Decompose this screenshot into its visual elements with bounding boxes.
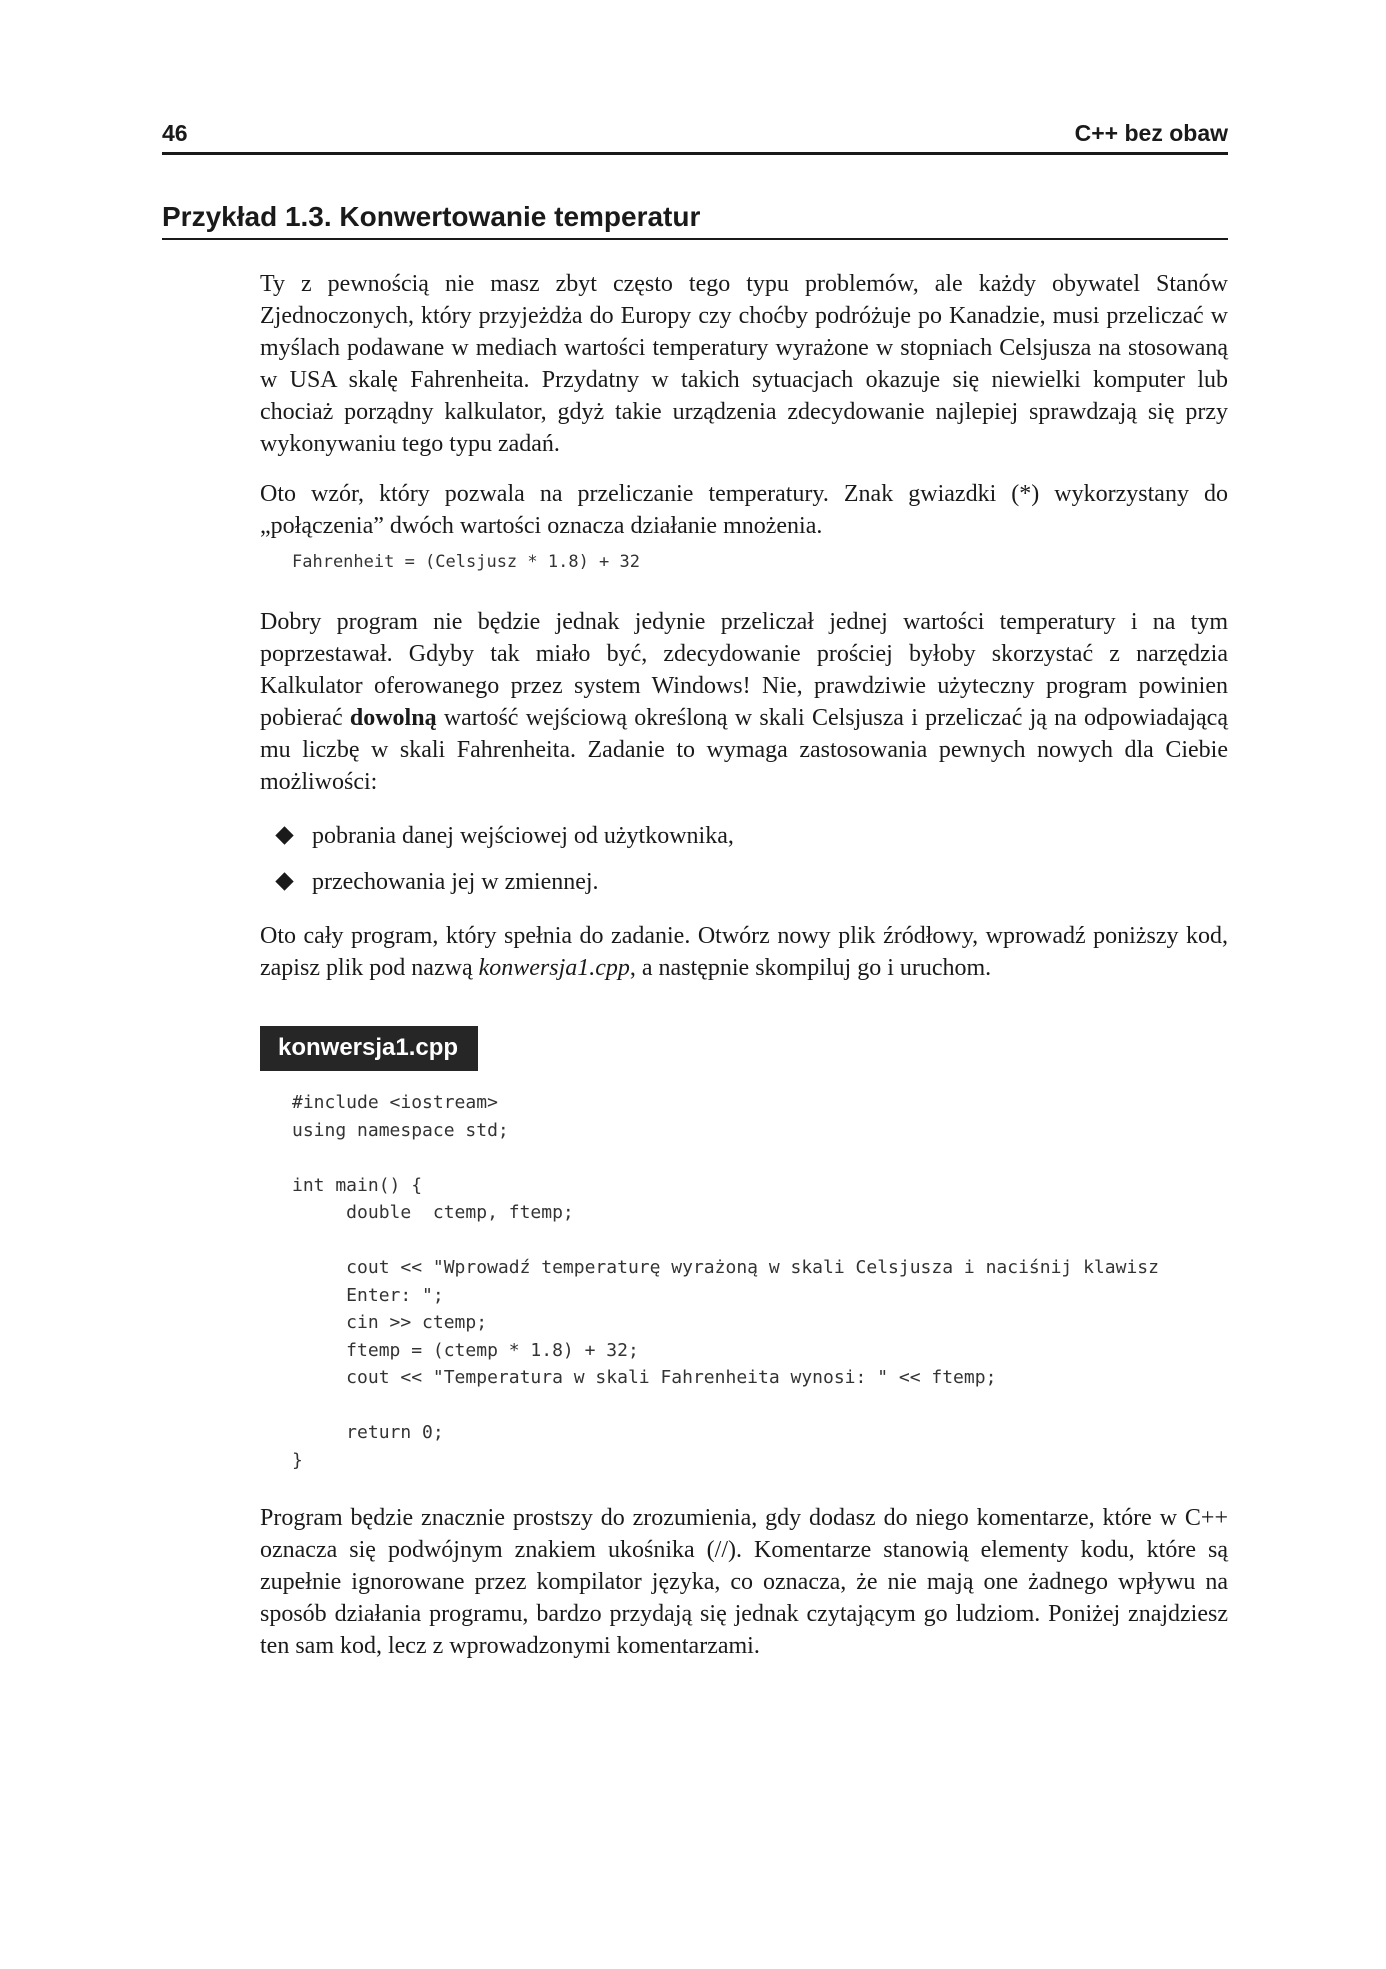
text-segment: Dobry program nie będzie jednak jedynie przeliczał jednej wartości temperatury i na tym poprzestawał. Gdyby tak miało być, zdecydowanie prościej byłoby skorzystać z narzędzia Kalkulator oferowanego przez system Windows! Nie, prawdziwie użyteczny program powinien pobierać [260,609,1228,731]
text-segment: , a następnie skompiluj go i uruchom. [629,955,992,981]
list-item-text: pobrania danej wejściowej od użytkownika, [312,823,734,849]
filename-italic: konwersja1.cpp [478,955,630,981]
paragraph-program-requirements [260,606,1228,798]
paragraph-formula-intro: Oto wzór, który pozwala na przeliczanie temperatury. Znak gwiazdki (*) wykorzystany do „połączenia” dwóch wartości oznacza działanie mnożenia. [260,481,1228,539]
section-title: Przykład 1.3. Konwertowanie temperatur [162,200,1228,240]
code-line: double ctemp, ftemp; [292,1202,574,1223]
code-line: return 0; [292,1422,444,1443]
diamond-bullet-icon [275,872,293,890]
formula: Fahrenheit = (Celsjusz * 1.8) + 32 [292,552,640,572]
code-line: ftemp = (ctemp * 1.8) + 32; [292,1339,639,1361]
code-line [292,1144,1228,1172]
list-item [260,820,1228,852]
code-listing [292,1089,1228,1474]
emphasis-bold: dowolną [349,705,437,731]
code-line: int main() { [292,1174,423,1196]
listing-filename-label: konwersja1.cpp [260,1026,478,1071]
diamond-bullet-icon [275,826,293,844]
code-line: Enter: "; [292,1284,444,1306]
list-item [260,866,1228,898]
code-line: cout << "Wprowadź temperaturę wyrażoną w skali Celsjusza i naciśnij klawisz [292,1257,1159,1278]
list-item-text: przechowania jej w zmiennej. [312,869,599,895]
paragraph-intro: Ty z pewnością nie masz zbyt często tego typu problemów, ale każdy obywatel Stanów Zjednoczonych, który przyjeżdża do Europy czy choćby podróżuje po Kanadzie, musi przeliczać w myślach podawane w mediach wartości temperatury wyrażone w stopniach Celsjusza na stosowaną w USA skalę Fahrenheita. Przydatny w takich sytuacjach okazuje się niewielki komputer lub chociaż porządny kalkulator, gdyż takie urządzenia zdecydowanie najlepiej sprawdzają się przy wykonywaniu tego typu zadań. [260,271,1228,457]
body-content [260,268,1228,1680]
paragraph-comments: Program będzie znacznie prostszy do zrozumienia, gdy dodasz do niego komentarze, które w C++ oznacza się podwójnym znakiem ukośnika (//). Komentarze stanowią elementy kodu, które są zupełnie ignorowane przez kompilator języka, co oznacza, że nie mają one żadnego wpływu na sposób działania programu, bardzo przydają się jednak czytającym go ludziom. Poniżej znajdziesz ten sam kod, lecz z wprowadzonymi komentarzami. [260,1505,1228,1659]
code-line: cin >> ctemp; [292,1312,488,1333]
code-line: } [292,1449,303,1471]
code-line: using namespace std; [292,1119,509,1141]
text-segment: Oto cały program, który spełnia do zadanie. Otwórz nowy plik źródłowy, wprowadź poniższy kod, zapisz plik pod nazwą [260,923,1228,981]
text-segment: wartość wejściową określoną w skali Celsjusza i przeliczać ją na odpowiadającą mu liczbę w skali Fahrenheita. Zadanie to wymaga zastosowania pewnych nowych dla Ciebie możliwości: [260,705,1228,795]
code-line [292,1227,1228,1255]
page-number: 46 [162,120,188,146]
running-header [162,118,1228,155]
paragraph-program-intro [260,920,1228,984]
running-title: C++ bez obaw [1074,120,1228,146]
bullet-list [260,820,1228,898]
code-line: #include <iostream> [292,1092,498,1113]
code-line: cout << "Temperatura w skali Fahrenheita wynosi: " << ftemp; [292,1367,997,1388]
code-line [292,1392,1228,1420]
